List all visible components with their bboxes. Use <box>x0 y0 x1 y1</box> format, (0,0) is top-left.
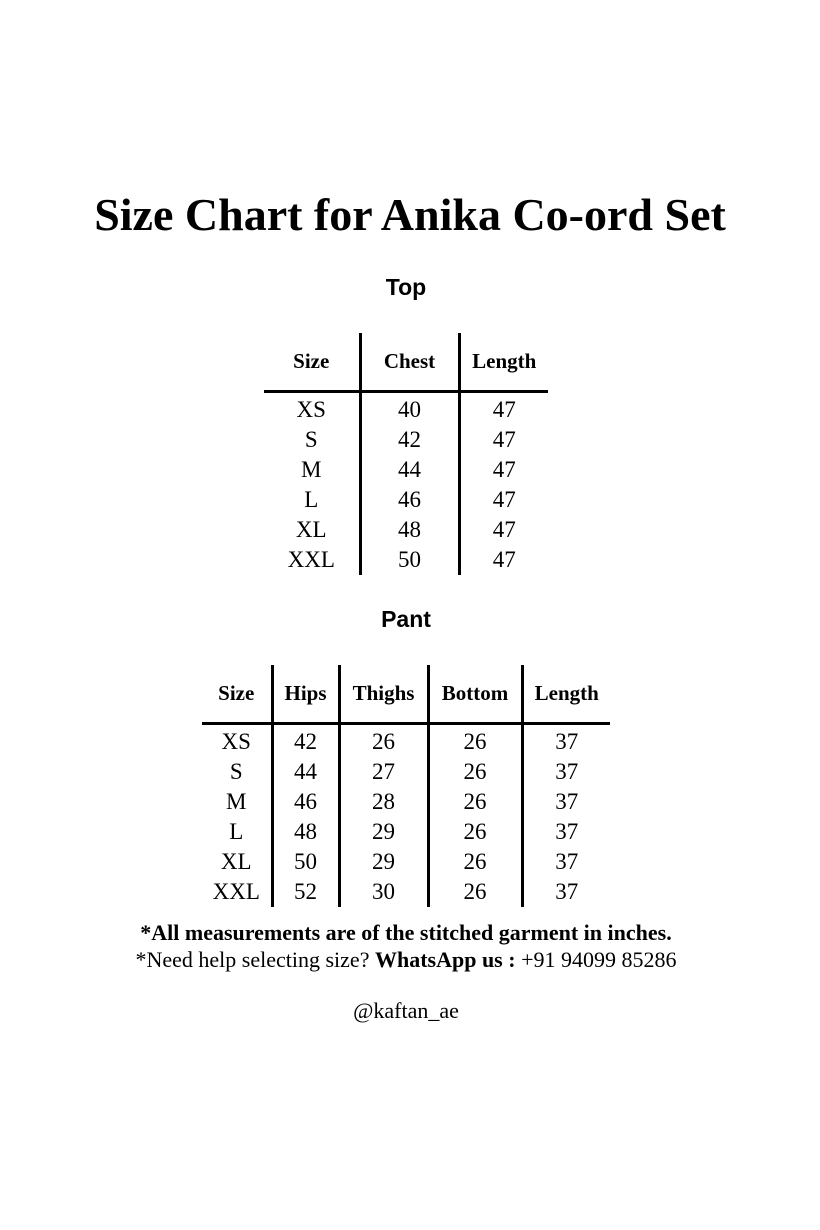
size-cell: S <box>264 425 360 455</box>
social-handle: @kaftan_ae <box>353 998 459 1023</box>
table-row <box>202 877 610 907</box>
hips-cell: 52 <box>272 877 339 907</box>
hips-cell: 48 <box>272 817 339 847</box>
column-header-hips: Hips <box>272 665 339 724</box>
table-header-row <box>264 333 548 392</box>
table-row <box>202 817 610 847</box>
length-cell: 37 <box>555 759 579 784</box>
top-size-table <box>264 333 548 575</box>
table-row <box>264 425 548 455</box>
size-cell: S <box>202 757 272 787</box>
length-cell: 37 <box>555 879 579 904</box>
table-row <box>264 485 548 515</box>
length-cell: 47 <box>492 487 516 512</box>
chest-cell: 50 <box>360 545 459 575</box>
thighs-cell: 29 <box>339 847 428 877</box>
top-section-heading: Top <box>385 274 427 300</box>
length-cell: 47 <box>492 427 516 452</box>
column-header-size: Size <box>264 333 360 392</box>
bottom-cell: 26 <box>428 817 522 847</box>
thighs-cell: 26 <box>339 724 428 758</box>
size-cell: XXL <box>202 877 272 907</box>
table-row <box>202 847 610 877</box>
length-cell: 47 <box>492 547 516 572</box>
table-row <box>202 757 610 787</box>
size-cell: XL <box>264 515 360 545</box>
length-cell: 47 <box>492 517 516 542</box>
hips-cell: 44 <box>272 757 339 787</box>
hips-cell: 42 <box>272 724 339 758</box>
thighs-cell: 29 <box>339 817 428 847</box>
thighs-cell: 30 <box>339 877 428 907</box>
column-header-bottom: Bottom <box>428 665 522 724</box>
pant-section-heading: Pant <box>381 606 431 632</box>
whatsapp-label: WhatsApp us : <box>374 947 516 972</box>
thighs-cell: 28 <box>339 787 428 817</box>
length-cell: 37 <box>555 729 579 754</box>
chest-cell: 44 <box>360 455 459 485</box>
chest-cell: 46 <box>360 485 459 515</box>
bottom-cell: 26 <box>428 877 522 907</box>
bottom-cell: 26 <box>428 787 522 817</box>
chest-cell: 40 <box>360 392 459 426</box>
table-row <box>264 455 548 485</box>
column-header-size: Size <box>202 665 272 724</box>
measurements-note: *All measurements are of the stitched garment in inches. <box>140 920 672 945</box>
length-cell: 47 <box>492 397 516 422</box>
table-row <box>264 392 548 426</box>
column-header-chest: Chest <box>360 333 459 392</box>
chest-cell: 48 <box>360 515 459 545</box>
bottom-cell: 26 <box>428 847 522 877</box>
table-row <box>202 724 610 758</box>
size-cell: L <box>264 485 360 515</box>
size-cell: XS <box>202 724 272 758</box>
table-row <box>264 545 548 575</box>
page-title: Size Chart for Anika Co-ord Set <box>94 189 726 240</box>
size-cell: XS <box>264 392 360 426</box>
bottom-cell: 26 <box>428 757 522 787</box>
length-cell: 37 <box>555 849 579 874</box>
chest-cell: 42 <box>360 425 459 455</box>
size-help-text: *Need help selecting size? <box>135 947 370 972</box>
column-header-thighs: Thighs <box>339 665 428 724</box>
table-row <box>264 515 548 545</box>
thighs-cell: 27 <box>339 757 428 787</box>
hips-cell: 46 <box>272 787 339 817</box>
column-header-length: Length <box>522 665 610 724</box>
length-cell: 47 <box>492 457 516 482</box>
bottom-cell: 26 <box>428 724 522 758</box>
size-cell: L <box>202 817 272 847</box>
length-cell: 37 <box>555 789 579 814</box>
size-help-note <box>0 946 812 974</box>
table-header-row <box>202 665 610 724</box>
hips-cell: 50 <box>272 847 339 877</box>
size-cell: M <box>202 787 272 817</box>
table-row <box>202 787 610 817</box>
size-cell: M <box>264 455 360 485</box>
length-cell: 37 <box>555 819 579 844</box>
size-cell: XXL <box>264 545 360 575</box>
size-cell: XL <box>202 847 272 877</box>
whatsapp-phone: +91 94099 85286 <box>521 947 677 972</box>
pant-size-table <box>202 665 610 907</box>
column-header-length: Length <box>459 333 548 392</box>
